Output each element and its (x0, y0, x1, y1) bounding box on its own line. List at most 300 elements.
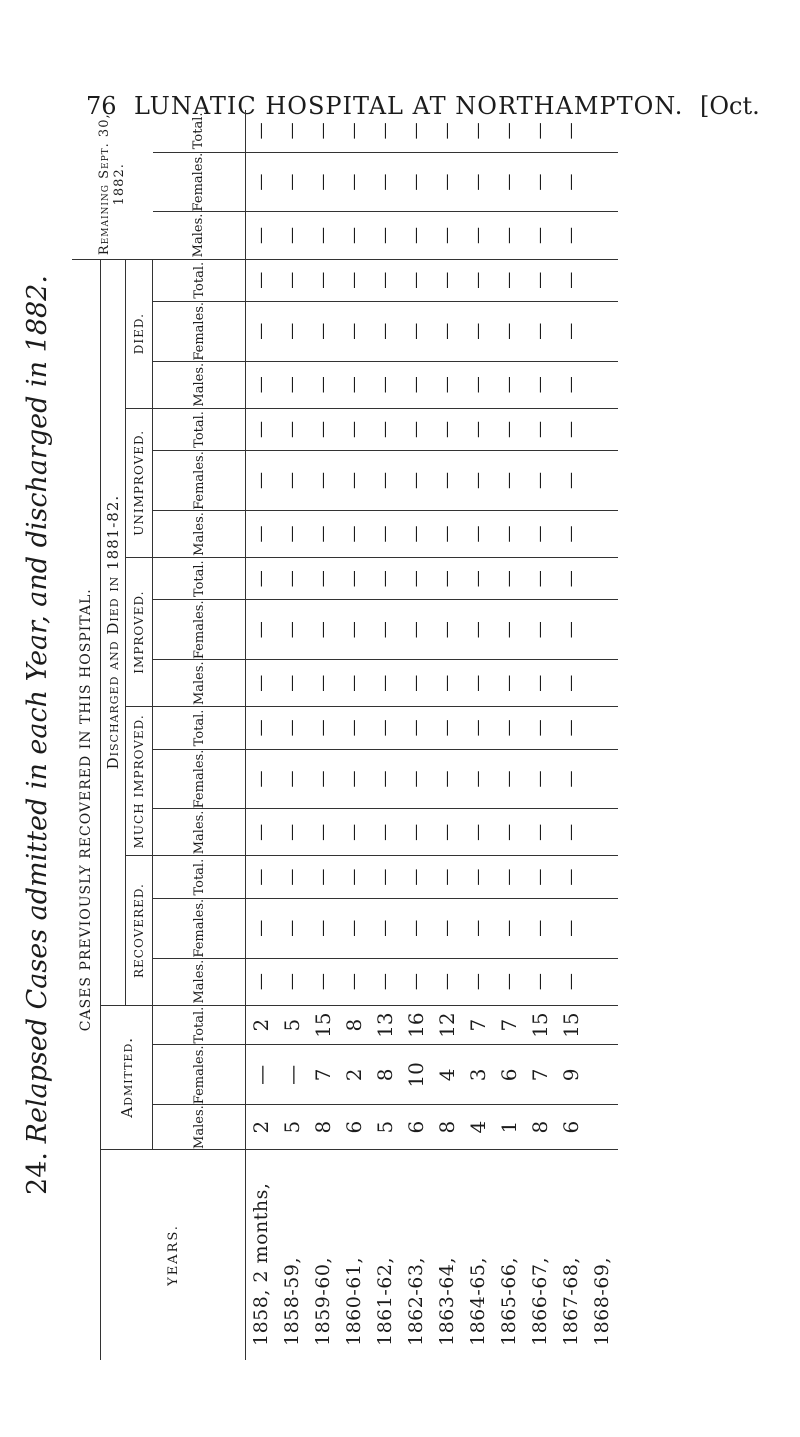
admitted-males: 5 (370, 1105, 401, 1150)
dash-cell: — (246, 408, 277, 450)
year-label: 1858-59, (281, 1257, 303, 1346)
admitted-males: 1 (494, 1105, 525, 1150)
admitted-females: 3 (463, 1045, 494, 1105)
admitted-females: 6 (494, 1045, 525, 1105)
dash-cell: — (432, 707, 463, 749)
improved-heading: IMPROVED. (126, 557, 153, 706)
dash-cell: — (463, 809, 494, 856)
admitted-females: 9 (556, 1045, 587, 1105)
dash-cell: — (277, 152, 308, 212)
unimproved-heading: UNIMPROVED. (126, 408, 153, 557)
admitted-females: 7 (525, 1045, 556, 1105)
dash-cell (587, 212, 618, 259)
dash-cell: — (277, 557, 308, 599)
table-body (246, 110, 618, 1360)
admitted-males (587, 1105, 618, 1150)
dash-cell: — (370, 660, 401, 707)
dash-cell: — (494, 212, 525, 259)
admitted-males: 6 (556, 1105, 587, 1150)
col-females: Females. (153, 600, 246, 660)
col-males: Males. (153, 660, 246, 707)
dash-cell: — (432, 212, 463, 259)
year-label: 1861-62, (374, 1257, 396, 1346)
admitted-males: 8 (432, 1105, 463, 1150)
dash-cell: — (339, 898, 370, 958)
dash-cell: — (339, 600, 370, 660)
col-males: Males. (153, 510, 246, 557)
table-row (370, 110, 401, 1360)
much-improved-heading: MUCH IMPROVED. (126, 707, 153, 856)
dash-cell: — (556, 856, 587, 898)
col-total: Total. (153, 110, 246, 152)
admitted-females: 4 (432, 1045, 463, 1105)
dash-cell: — (556, 259, 587, 301)
col-total: Total. (153, 707, 246, 749)
col-males: Males. (153, 809, 246, 856)
dash-cell: — (463, 259, 494, 301)
dash-cell: — (370, 110, 401, 152)
dash-cell: — (308, 856, 339, 898)
table-row (401, 110, 432, 1360)
dash-cell: — (246, 856, 277, 898)
dash-cell: — (525, 301, 556, 361)
dash-cell: — (339, 110, 370, 152)
dash-cell: — (494, 898, 525, 958)
dash-cell (587, 958, 618, 1005)
dash-cell: — (401, 451, 432, 511)
admitted-heading: Admitted. (101, 1005, 153, 1149)
dash-cell: — (401, 749, 432, 809)
dash-cell: — (401, 898, 432, 958)
dash-cell: — (370, 510, 401, 557)
table-title-text: Relapsed Cases admitted in each Year, and discharged in 1882. (22, 275, 53, 1144)
col-females: Females. (153, 451, 246, 511)
col-females: Females. (153, 152, 246, 212)
dash-cell (587, 361, 618, 408)
dash-cell: — (556, 898, 587, 958)
admitted-males: 4 (463, 1105, 494, 1150)
year-label: 1867-68, (560, 1257, 582, 1346)
dash-cell: — (401, 259, 432, 301)
dash-cell: — (246, 557, 277, 599)
col-females: Females. (153, 749, 246, 809)
dash-cell: — (494, 152, 525, 212)
dash-cell: — (277, 660, 308, 707)
dash-cell (587, 898, 618, 958)
dash-cell: — (370, 707, 401, 749)
dash-cell: — (401, 707, 432, 749)
dash-cell: — (494, 361, 525, 408)
dash-cell: — (277, 408, 308, 450)
dash-cell: — (494, 856, 525, 898)
dash-cell: — (525, 152, 556, 212)
col-males: Males. (153, 212, 246, 259)
dash-cell: — (432, 152, 463, 212)
dash-cell: — (308, 259, 339, 301)
dash-cell: — (494, 557, 525, 599)
dash-cell: — (277, 707, 308, 749)
running-issue: [Oct. (700, 92, 760, 120)
dash-cell: — (401, 110, 432, 152)
dash-cell (587, 660, 618, 707)
dash-cell: — (525, 856, 556, 898)
year-label: 1860-61, (343, 1257, 365, 1346)
dash-cell: — (277, 898, 308, 958)
dash-cell (587, 259, 618, 301)
dash-cell: — (463, 152, 494, 212)
dash-cell: — (246, 958, 277, 1005)
main-heading: CASES PREVIOUSLY RECOVERED IN THIS HOSPITAL. (72, 259, 101, 1360)
dash-cell: — (432, 600, 463, 660)
col-males: Males. (153, 958, 246, 1005)
dash-cell: — (525, 707, 556, 749)
dash-cell: — (370, 600, 401, 660)
dash-cell (587, 510, 618, 557)
col-total: Total. (153, 856, 246, 898)
col-total: Total. (153, 408, 246, 450)
dash-cell: — (339, 408, 370, 450)
dash-cell: — (494, 408, 525, 450)
dash-cell (587, 809, 618, 856)
col-total: Total. (153, 1005, 246, 1045)
dash-cell: — (339, 212, 370, 259)
dash-cell: — (246, 361, 277, 408)
dash-cell (587, 301, 618, 361)
dash-cell (587, 707, 618, 749)
dash-cell: — (370, 749, 401, 809)
dash-cell: — (370, 408, 401, 450)
dash-cell: — (525, 898, 556, 958)
admitted-total: 5 (277, 1005, 308, 1045)
dash-cell: — (432, 259, 463, 301)
dash-cell: — (246, 707, 277, 749)
dash-cell: — (370, 259, 401, 301)
dash-cell: — (370, 856, 401, 898)
dash-cell: — (556, 301, 587, 361)
year-label: 1862-63, (405, 1257, 427, 1346)
dash-cell: — (401, 212, 432, 259)
dash-cell: — (308, 958, 339, 1005)
admitted-total: 15 (525, 1005, 556, 1045)
dash-cell: — (308, 212, 339, 259)
dash-cell: — (525, 451, 556, 511)
dash-cell: — (277, 361, 308, 408)
dash-cell: — (432, 660, 463, 707)
table-title (22, 110, 53, 1360)
dash-cell: — (432, 958, 463, 1005)
dash-cell: — (556, 212, 587, 259)
dash-cell: — (525, 510, 556, 557)
dash-cell: — (308, 749, 339, 809)
admitted-males: 2 (246, 1105, 277, 1150)
admitted-females: 2 (339, 1045, 370, 1105)
dash-cell: — (432, 361, 463, 408)
dash-cell: — (401, 809, 432, 856)
recovered-heading: RECOVERED. (126, 856, 153, 1005)
col-males: Males. (153, 1105, 246, 1150)
dash-cell: — (463, 451, 494, 511)
admitted-total: 15 (308, 1005, 339, 1045)
admitted-total: 13 (370, 1005, 401, 1045)
year-label: 1859-60, (312, 1257, 334, 1346)
dash-cell (587, 110, 618, 152)
dash-cell: — (339, 361, 370, 408)
rotated-table-page (0, 110, 640, 1360)
dash-cell: — (494, 301, 525, 361)
dash-cell: — (308, 809, 339, 856)
dash-cell: — (463, 958, 494, 1005)
dash-cell: — (246, 660, 277, 707)
dash-cell: — (432, 301, 463, 361)
dash-cell (587, 451, 618, 511)
remaining-heading: Remaining Sept. 30, 1882. (72, 110, 153, 259)
dash-cell: — (277, 212, 308, 259)
dash-cell: — (277, 259, 308, 301)
admitted-total: 12 (432, 1005, 463, 1045)
dash-cell: — (463, 557, 494, 599)
dash-cell (587, 749, 618, 809)
year-label: 1863-64, (436, 1257, 458, 1346)
dash-cell: — (556, 749, 587, 809)
dash-cell: — (463, 707, 494, 749)
dash-cell: — (277, 510, 308, 557)
dash-cell: — (308, 152, 339, 212)
dash-cell: — (246, 110, 277, 152)
dash-cell: — (494, 749, 525, 809)
dash-cell: — (401, 600, 432, 660)
table-row (556, 110, 587, 1360)
dash-cell: — (370, 557, 401, 599)
years-heading: YEARS. (101, 1149, 246, 1360)
dash-cell: — (463, 301, 494, 361)
dash-cell: — (277, 749, 308, 809)
running-title: LUNATIC HOSPITAL AT NORTHAMPTON. (134, 92, 684, 120)
page-number: 76 (86, 92, 117, 120)
dash-cell: — (308, 301, 339, 361)
dash-cell: — (525, 361, 556, 408)
dash-cell: — (525, 110, 556, 152)
table-row (463, 110, 494, 1360)
col-females: Females. (153, 301, 246, 361)
dash-cell: — (339, 660, 370, 707)
dash-cell: — (432, 110, 463, 152)
dash-cell: — (308, 110, 339, 152)
admitted-females: 10 (401, 1045, 432, 1105)
dash-cell: — (339, 557, 370, 599)
dash-cell: — (401, 152, 432, 212)
dash-cell: — (494, 660, 525, 707)
dash-cell (587, 152, 618, 212)
dash-cell: — (525, 749, 556, 809)
dash-cell: — (370, 809, 401, 856)
admitted-females: — (246, 1045, 277, 1105)
dash-cell: — (370, 451, 401, 511)
dash-cell: — (556, 110, 587, 152)
dash-cell: — (463, 660, 494, 707)
dash-cell: — (556, 660, 587, 707)
dash-cell: — (525, 212, 556, 259)
dash-cell: — (246, 749, 277, 809)
dash-cell: — (432, 809, 463, 856)
dash-cell: — (463, 361, 494, 408)
dash-cell: — (463, 898, 494, 958)
dash-cell: — (432, 749, 463, 809)
dash-cell (587, 557, 618, 599)
admitted-females: — (277, 1045, 308, 1105)
dash-cell: — (556, 557, 587, 599)
dash-cell: — (339, 510, 370, 557)
dash-cell: — (401, 660, 432, 707)
relapsed-cases-table (72, 110, 618, 1360)
dash-cell: — (370, 212, 401, 259)
dash-cell: — (432, 856, 463, 898)
dash-cell: — (556, 408, 587, 450)
dash-cell: — (246, 259, 277, 301)
dash-cell: — (277, 809, 308, 856)
dash-cell: — (246, 451, 277, 511)
dash-cell: — (525, 958, 556, 1005)
dash-cell: — (556, 707, 587, 749)
year-label: 1868-69, (591, 1257, 613, 1346)
table-row (339, 110, 370, 1360)
dash-cell: — (308, 707, 339, 749)
dash-cell: — (463, 408, 494, 450)
admitted-males: 8 (525, 1105, 556, 1150)
dash-cell: — (308, 660, 339, 707)
table-row (525, 110, 556, 1360)
admitted-total: 7 (494, 1005, 525, 1045)
dash-cell: — (494, 809, 525, 856)
dash-cell: — (339, 707, 370, 749)
year-label: 1864-65, (467, 1257, 489, 1346)
dash-cell: — (339, 301, 370, 361)
dash-cell: — (339, 958, 370, 1005)
dash-cell: — (370, 958, 401, 1005)
dash-cell: — (308, 600, 339, 660)
dash-cell (587, 408, 618, 450)
dash-cell: — (556, 451, 587, 511)
discharged-heading: Discharged and Died in 1881-82. (101, 259, 126, 1005)
dash-cell: — (432, 451, 463, 511)
dash-cell: — (432, 510, 463, 557)
dash-cell: — (339, 451, 370, 511)
dash-cell: — (432, 557, 463, 599)
dash-cell: — (556, 600, 587, 660)
admitted-total: 16 (401, 1005, 432, 1045)
dash-cell (587, 600, 618, 660)
dash-cell: — (525, 809, 556, 856)
dash-cell: — (246, 809, 277, 856)
dash-cell: — (246, 152, 277, 212)
dash-cell: — (556, 809, 587, 856)
dash-cell: — (339, 152, 370, 212)
dash-cell: — (277, 110, 308, 152)
admitted-total: 7 (463, 1005, 494, 1045)
dash-cell: — (401, 301, 432, 361)
dash-cell: — (277, 856, 308, 898)
year-label: 1858, 2 months, (250, 1182, 273, 1346)
dash-cell: — (463, 110, 494, 152)
dash-cell: — (370, 898, 401, 958)
dash-cell: — (401, 958, 432, 1005)
dash-cell: — (556, 958, 587, 1005)
dash-cell: — (277, 301, 308, 361)
dash-cell: — (246, 212, 277, 259)
dash-cell: — (556, 510, 587, 557)
dash-cell: — (463, 856, 494, 898)
dash-cell: — (308, 408, 339, 450)
dash-cell: — (463, 510, 494, 557)
admitted-males: 5 (277, 1105, 308, 1150)
dash-cell: — (494, 958, 525, 1005)
dash-cell: — (494, 600, 525, 660)
dash-cell: — (246, 301, 277, 361)
dash-cell: — (277, 451, 308, 511)
admitted-total: 2 (246, 1005, 277, 1045)
admitted-females: 7 (308, 1045, 339, 1105)
year-label: 1866-67, (529, 1257, 551, 1346)
dash-cell: — (494, 707, 525, 749)
dash-cell: — (339, 809, 370, 856)
dash-cell: — (277, 958, 308, 1005)
admitted-total: 8 (339, 1005, 370, 1045)
table-row (432, 110, 463, 1360)
dash-cell: — (556, 361, 587, 408)
dash-cell: — (525, 259, 556, 301)
dash-cell: — (339, 856, 370, 898)
dash-cell: — (463, 600, 494, 660)
admitted-females (587, 1045, 618, 1105)
dash-cell: — (370, 301, 401, 361)
admitted-females: 8 (370, 1045, 401, 1105)
dash-cell: — (494, 451, 525, 511)
dash-cell: — (246, 898, 277, 958)
dash-cell: — (401, 510, 432, 557)
dash-cell: — (339, 259, 370, 301)
dash-cell: — (494, 510, 525, 557)
dash-cell: — (556, 152, 587, 212)
col-total: Total. (153, 259, 246, 301)
admitted-males: 6 (401, 1105, 432, 1150)
dash-cell: — (525, 557, 556, 599)
dash-cell: — (246, 510, 277, 557)
table-row (277, 110, 308, 1360)
admitted-total: 15 (556, 1005, 587, 1045)
table-row (494, 110, 525, 1360)
dash-cell: — (308, 451, 339, 511)
dash-cell: — (339, 749, 370, 809)
dash-cell: — (277, 600, 308, 660)
dash-cell: — (494, 110, 525, 152)
col-females: Females. (153, 1045, 246, 1105)
dash-cell: — (246, 600, 277, 660)
dash-cell: — (308, 361, 339, 408)
year-label: 1865-66, (498, 1257, 520, 1346)
col-males: Males. (153, 361, 246, 408)
dash-cell: — (525, 660, 556, 707)
dash-cell: — (370, 152, 401, 212)
dash-cell: — (308, 898, 339, 958)
dash-cell: — (463, 749, 494, 809)
dash-cell: — (308, 557, 339, 599)
admitted-total (587, 1005, 618, 1045)
table-row (587, 110, 618, 1360)
dash-cell: — (401, 856, 432, 898)
table-row (246, 110, 277, 1360)
dash-cell (587, 856, 618, 898)
dash-cell: — (525, 408, 556, 450)
admitted-males: 8 (308, 1105, 339, 1150)
